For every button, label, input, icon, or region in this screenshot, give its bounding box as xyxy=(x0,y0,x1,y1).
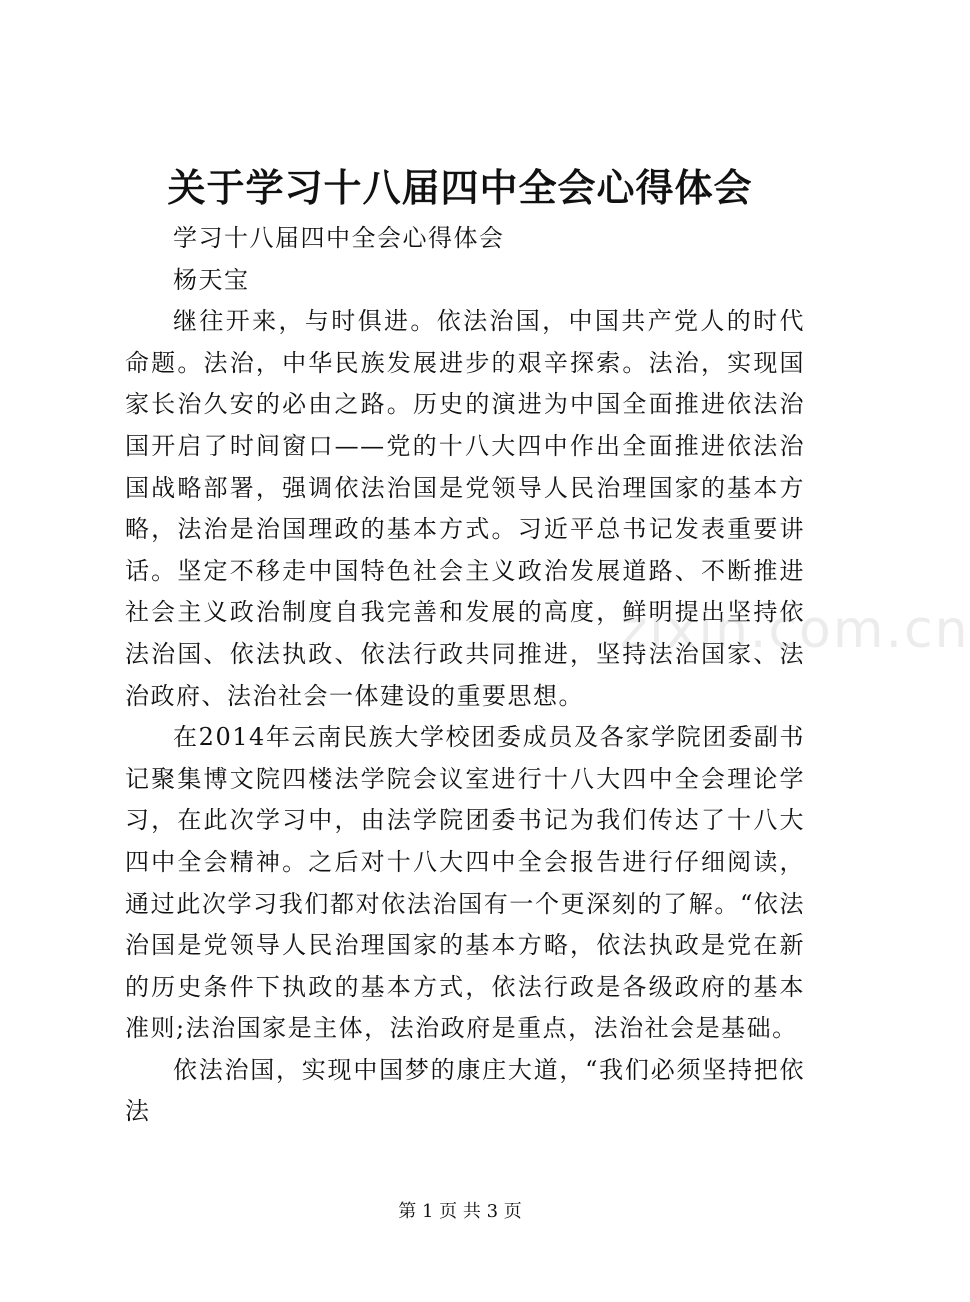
document-body xyxy=(125,218,805,1133)
document-title: 关于学习十八届四中全会心得体会 xyxy=(167,165,753,210)
watermark: zixin.com.cn xyxy=(620,600,970,660)
page-footer: 第 1 页 共 3 页 xyxy=(398,1201,522,1222)
paragraph: 继往开来，与时俱进。依法治国，中国共产党人的时代命题。法治，中华民族发展进步的艰辛探索。法治，实现国家长治久安的必由之路。历史的演进为中国全面推进依法治国开启了时间窗口——党的十八大四中作出全面推进依法治国战略部署，强调依法治国是党领导人民治理国家的基本方略，法治是治国理政的基本方式。习近平总书记发表重要讲话。坚定不移走中国特色社会主义政治发展道路、不断推进社会主义政治制度自我完善和发展的高度，鲜明提出坚持依法治国、依法执政、依法行政共同推进，坚持法治国家、法治政府、法治社会一体建设的重要思想。 xyxy=(125,307,805,710)
author-line: 杨天宝 xyxy=(173,265,250,294)
paragraph: 依法治国，实现中国梦的康庄大道，“我们必须坚持把依法 xyxy=(125,1055,805,1126)
paragraph: 在2014年云南民族大学校团委成员及各家学院团委副书记聚集博文院四楼法学院会议室进行十八大四中全会理论学习，在此次学习中，由法学院团委书记为我们传达了十八大四中全会精神。之后对十八大四中全会报告进行仔细阅读，通过此次学习我们都对依法治国有一个更深刻的了解。“依法治国是党领导人民治理国家的基本方略，依法执政是党在新的历史条件下执政的基本方式，依法行政是各级政府的基本准则;法治国家是主体，法治政府是重点，法治社会是基础。 xyxy=(125,723,805,1043)
subtitle-line: 学习十八届四中全会心得体会 xyxy=(173,224,505,252)
